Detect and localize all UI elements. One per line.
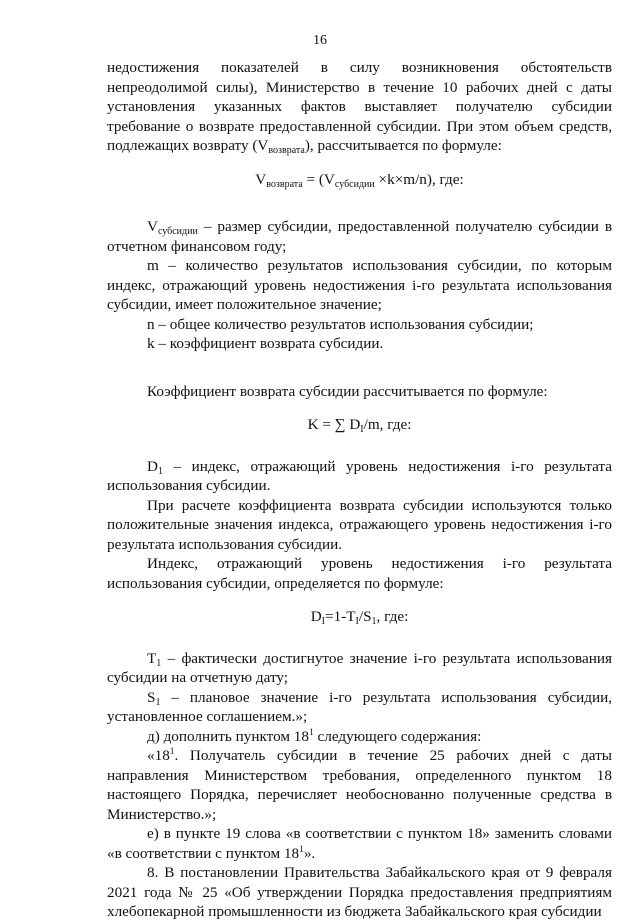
text-segment: 8. В постановлении Правительства Забайкальского края от 9 февраля 2021 года № 25 «Об утверждении Порядка предоставления предприятиям хлебопекарной промышленности из бюджета Забайкальского края субсидии	[107, 864, 612, 920]
text-segment: 1	[299, 844, 304, 855]
text-segment: недостижения показателей в силу возникновения обстоятельств непреодолимой силы), Министерство в течение 10 рабочих дней с даты установления указанных фактов выставляет получателю субсидии требование о возврате предоставленной субсидии. При этом объем средств, подлежащих возврату (V	[107, 59, 612, 154]
text-segment: 1	[157, 465, 163, 477]
text-segment: субсидии	[157, 226, 198, 237]
text-segment: /S	[358, 608, 372, 625]
text-segment: – плановое значение i-го результата использования субсидии, установленное соглашением.»;	[107, 688, 612, 725]
text-segment: . Получатель субсидии в течение 25 рабочих дней с даты направления Министерством требования, определенного пунктом 18 настоящего Порядка, перечисляет необоснованно полученные средства в Министерство.»;	[107, 747, 612, 823]
text-segment: , где:	[376, 608, 409, 625]
text-segment: D	[310, 608, 322, 625]
text-segment: /m, где:	[363, 416, 412, 433]
text-segment: «18	[147, 747, 170, 764]
text-segment: ), рассчитывается по формуле:	[304, 137, 502, 154]
text-segment: k – коэффициент возврата субсидии.	[147, 335, 384, 352]
paragraph-t-definition	[107, 649, 612, 688]
text-segment: е) в пункте 19 слова «в соответствии с пунктом 18» заменить словами «в соответствии с пунктом 18	[107, 825, 612, 862]
text-segment: S	[147, 688, 156, 706]
text-segment: I	[360, 424, 364, 435]
text-segment: 1	[308, 727, 314, 738]
text-segment: ».	[303, 844, 316, 862]
paragraph-k-definition	[107, 334, 612, 354]
paragraph-amendment-e	[107, 824, 612, 863]
text-segment: K = ∑ D	[307, 416, 361, 433]
paragraph-point-18-1	[107, 746, 612, 824]
paragraph-positive-values	[107, 496, 612, 555]
paragraph-amendment-d	[107, 727, 612, 747]
text-segment: 1	[169, 747, 175, 757]
text-segment: возврата	[268, 145, 305, 156]
paragraph-coefficient-intro	[107, 382, 612, 402]
text-segment: следующего содержания:	[313, 727, 482, 745]
text-segment: д) дополнить пунктом 18	[147, 727, 309, 745]
text-segment: Индекс, отражающий уровень недостижения i-го результата использования субсидии, определяется по формуле:	[107, 555, 612, 592]
text-segment: 1	[371, 616, 377, 627]
paragraph-m-definition	[107, 256, 612, 315]
text-segment: При расчете коэффициента возврата субсидии используются только положительные значения индекса, отражающего уровень недостижения i-го результата использования субсидии.	[107, 496, 612, 553]
paragraph-d-definition	[107, 457, 612, 496]
text-segment: 1	[156, 657, 162, 669]
formula-index	[107, 607, 612, 627]
text-segment: I	[321, 616, 326, 627]
text-segment: Коэффициент возврата субсидии рассчитывается по формуле:	[147, 382, 548, 400]
text-segment: n – общее количество результатов использования субсидии;	[147, 315, 534, 333]
text-segment: D	[147, 457, 158, 475]
document-body	[107, 58, 612, 922]
text-segment: 1	[155, 696, 161, 708]
paragraph-index-intro	[107, 554, 612, 593]
text-segment: ×k×m/n), где:	[374, 170, 464, 188]
paragraph-refund-requirement	[107, 58, 612, 156]
text-segment: = (V	[302, 170, 335, 188]
text-segment: субсидии	[334, 178, 375, 190]
formula-coefficient	[107, 415, 612, 435]
paragraph-v-subsidy-definition	[107, 217, 612, 256]
paragraph-s-definition	[107, 688, 612, 727]
text-segment: V	[147, 218, 158, 235]
text-segment: – фактически достигнутое значение i-го результата использования субсидии на отчетную дату;	[107, 649, 612, 686]
page-number: 16	[313, 33, 327, 48]
text-segment: – размер субсидии, предоставленной получателю субсидии в отчетном финансовом году;	[107, 218, 612, 255]
text-segment: =1-T	[325, 608, 356, 625]
text-segment: – индекс, отражающий уровень недостижения i-го результата использования субсидии.	[107, 457, 612, 494]
text-segment: возврата	[266, 178, 303, 190]
text-segment: m – количество результатов использования субсидии, по которым индекс, отражающий уровень недостижения i-го результата использования субсидии, имеет положительное значение;	[107, 257, 612, 313]
paragraph-n-definition	[107, 315, 612, 335]
text-segment: I	[355, 616, 359, 627]
text-segment: V	[255, 170, 267, 188]
paragraph-item-8	[107, 863, 612, 922]
text-segment: T	[147, 649, 157, 667]
formula-refund-volume	[107, 170, 612, 190]
